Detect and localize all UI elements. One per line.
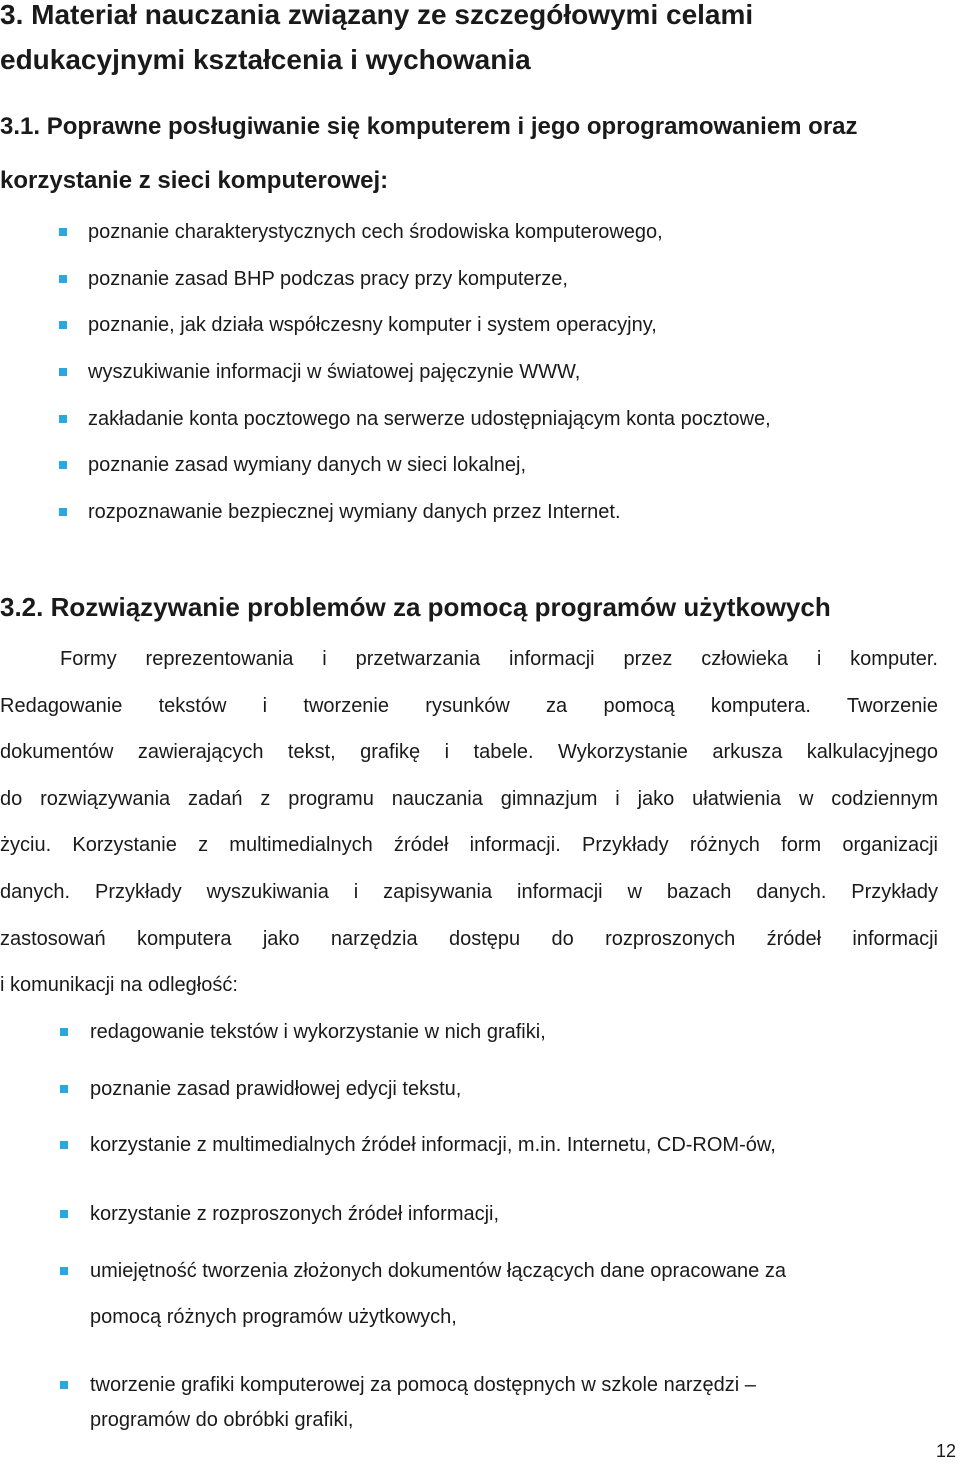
paragraph-line: i komunikacji na odległość: [0, 974, 238, 996]
list-item-text: wyszukiwanie informacji w światowej pajęczynie WWW, [88, 361, 581, 383]
list-item-text: zakładanie konta pocztowego na serwerze udostępniającym konta pocztowe, [88, 408, 771, 430]
paragraph-line: danych. Przykłady wyszukiwania i zapisywania informacji w bazach danych. Przykłady [0, 881, 938, 903]
section-3-1-title-line-1: 3.1. Poprawne posługiwanie się komputerem i jego oprogramowaniem oraz [0, 113, 858, 140]
paragraph-line: dokumentów zawierających tekst, grafikę i tabele. Wykorzystanie arkusza kalkulacyjnego [0, 741, 938, 763]
paragraph-line: Redagowanie tekstów i tworzenie rysunków za pomocą komputera. Tworzenie [0, 695, 938, 717]
square-bullet-icon [60, 1381, 68, 1389]
paragraph-line: Formy reprezentowania i przetwarzania informacji przez człowieka i komputer. [60, 648, 938, 670]
square-bullet-icon [60, 1028, 68, 1036]
paragraph-line: do rozwiązywania zadań z programu nauczania gimnazjum i jako ułatwienia w codziennym [0, 788, 938, 810]
page-number: 12 [935, 1441, 956, 1461]
paragraph-line: życiu. Korzystanie z multimedialnych źródeł informacji. Przykłady różnych form organizacji [0, 834, 938, 856]
list-item-text: poznanie zasad prawidłowej edycji tekstu, [90, 1078, 462, 1100]
list-item-text: korzystanie z rozproszonych źródeł informacji, [90, 1203, 500, 1225]
list-item-text: poznanie zasad wymiany danych w sieci lokalnej, [88, 454, 527, 476]
list-item-text: poznanie charakterystycznych cech środowiska komputerowego, [88, 221, 663, 243]
section-3-1-title-line-2: korzystanie z sieci komputerowej: [0, 167, 389, 194]
list-item-text-continuation: pomocą różnych programów użytkowych, [90, 1306, 457, 1328]
square-bullet-icon [60, 1141, 68, 1149]
square-bullet-icon [60, 1210, 68, 1218]
list-item-text: redagowanie tekstów i wykorzystanie w nich grafiki, [90, 1021, 546, 1043]
section-3-2-title: 3.2. Rozwiązywanie problemów za pomocą programów użytkowych [0, 592, 831, 622]
section-3-title-line-2: edukacyjnymi kształcenia i wychowania [0, 44, 531, 75]
list-item-text: rozpoznawanie bezpiecznej wymiany danych przez Internet. [88, 501, 621, 523]
list-item-text: poznanie, jak działa współczesny komputer i system operacyjny, [88, 314, 657, 336]
square-bullet-icon [60, 1267, 68, 1275]
list-item-text: tworzenie grafiki komputerowej za pomocą dostępnych w szkole narzędzi – [90, 1374, 756, 1396]
square-bullet-icon [60, 1085, 68, 1093]
list-item-text: poznanie zasad BHP podczas pracy przy komputerze, [88, 268, 568, 290]
section-3-title-line-1: 3. Materiał nauczania związany ze szczegółowymi celami [0, 0, 754, 30]
list-item-text: korzystanie z multimedialnych źródeł informacji, m.in. Internetu, CD-ROM-ów, [90, 1134, 776, 1156]
paragraph-line: zastosowań komputera jako narzędzia dostępu do rozproszonych źródeł informacji [0, 928, 938, 950]
list-item-text-continuation: programów do obróbki grafiki, [90, 1409, 354, 1431]
list-item-text: umiejętność tworzenia złożonych dokumentów łączących dane opracowane za [90, 1260, 786, 1282]
